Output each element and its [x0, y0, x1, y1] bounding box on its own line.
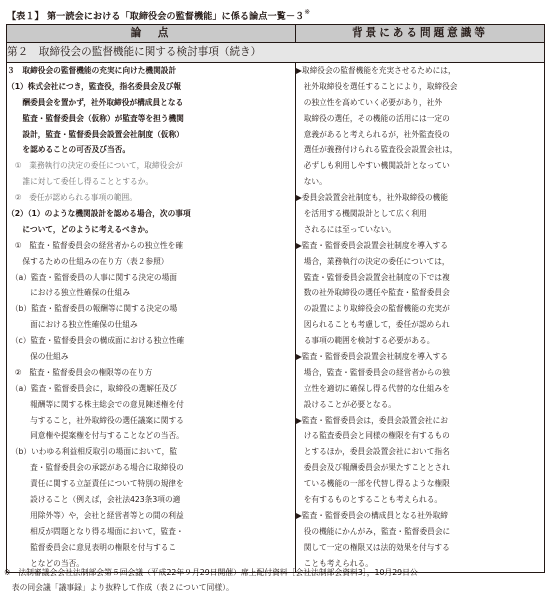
issue-line: 相反が問題となり得る場面において，監査・ — [7, 526, 184, 536]
background-block — [296, 413, 544, 508]
background-line: 意義があると考えられるが，社外監査役の — [296, 129, 450, 139]
issue-line: （2）（1）のような機関設計を認める場合，次の事項 — [7, 209, 191, 219]
issue-line: 監査・監督委員会（仮称）が監査等を担う機関 — [7, 113, 184, 123]
issue-line: となどの当否。 — [7, 558, 84, 568]
background-block — [296, 63, 544, 190]
background-line: 関して一定の権限又は法的効果を付与する — [296, 542, 450, 552]
issue-line: （a）監査・監督委員の人事に関する決定の場面 — [7, 272, 177, 282]
issue-line: ① 業務執行の決定の委任について，取締役会が — [7, 161, 183, 171]
background-block — [296, 190, 544, 238]
background-line: 取締役の選任，その機能の活用には一定の — [296, 113, 450, 123]
source-note — [4, 565, 546, 595]
issue-line: 与すること，社外取締役の選任議案に関する — [7, 415, 184, 425]
background-block — [296, 349, 544, 413]
background-line: 設けることが必要となる。 — [296, 399, 396, 409]
background-line: の独立性を高めていく必要があり，社外 — [296, 97, 443, 107]
issue-line: 同意権や提案権を付与することなどの当否。 — [7, 431, 184, 441]
issue-line: 保の仕組み — [7, 352, 69, 362]
content-row — [7, 63, 545, 573]
background-line: の設置により取締役会の監督機能の充実が — [296, 304, 450, 314]
background-line: 監査・監督委員会設置会社制度の下では複 — [296, 272, 450, 282]
background-line: ことも考えられる。 — [296, 558, 373, 568]
issue-line: 責任に関する立証責任について特別の規律を — [7, 479, 184, 489]
issue-line: 設けること（例えば，会社法423条3項の適 — [7, 495, 181, 505]
background-line: ない。 — [296, 177, 327, 187]
note-line: ※ 法制審議会会社法制部会第５回会議（平成22年９月29日開催）席上配付資料［会社法制部会資料3］，10月29日公 — [4, 568, 418, 577]
issue-line: ② 委任が認められる事項の範囲。 — [7, 193, 137, 203]
background-line: を有するものとすることも考えられる。 — [296, 495, 443, 505]
background-line: ける監査委員会と同様の権限を有するもの — [296, 431, 450, 441]
title-text: 【表１】 第一読会における「取締役会の監督機能」に係る論点一覧－３ — [7, 11, 305, 22]
issue-line: （a）監査・監督委員会に，取締役の選解任及び — [7, 383, 177, 393]
title-note-mark: ※ — [304, 8, 311, 16]
background-line: ▶監査・監督委員会設置会社制度を導入する — [296, 240, 448, 250]
issue-line: 酬委員会を置かず，社外取締役が構成員となる — [7, 97, 184, 107]
issue-line: （b）監査・監督委員の報酬等に関する決定の場 — [7, 304, 178, 314]
background-line: 社外取締役を選任することにより，取締役会 — [296, 81, 458, 91]
issue-line: ① 監査・監督委員会の経営者からの独立性を確 — [7, 240, 184, 250]
issue-line: 査・監督委員会の承認がある場合に取締役の — [7, 463, 184, 473]
background-line: されるには至っていない。 — [296, 224, 396, 234]
issue-line: ３ 取締役会の監督機能の充実に向けた機関設計 — [7, 66, 177, 75]
background-line: を活用する機関設計として広く利用 — [296, 209, 427, 219]
background-line: ▶監査・監督委員会は，委員会設置会社にお — [296, 415, 448, 425]
issue-line: 報酬等に関する株主総会での意見陳述権を付 — [7, 399, 184, 409]
background-line: ▶監査・監督委員会の構成員となる社外取締 — [296, 510, 448, 520]
background-line: 立性を適切に確保し得る代替的な仕組みを — [296, 383, 450, 393]
issue-line: （c）監査・監督委員会の構成面における独立性確 — [7, 336, 185, 346]
background-line: る事項の範囲を検討する必要がある。 — [296, 336, 435, 346]
section-row — [7, 43, 545, 63]
header-row — [7, 25, 545, 43]
header-background: 背景にある問題意識等 — [296, 25, 545, 43]
issues-column — [7, 63, 296, 573]
background-line: 数の社外取締役の選任や監査・監督委員会 — [296, 288, 450, 298]
issues-table — [6, 24, 545, 573]
issue-line: ② 監査・監督委員会の権限等の在り方 — [7, 367, 153, 377]
background-line: 役の機能にかんがみ，監査・監督委員会に — [296, 526, 451, 536]
issue-line: 保するための仕組みの在り方（表２参照） — [7, 256, 169, 266]
issue-line: （1）株式会社につき，監査役，指名委員会及び報 — [7, 81, 182, 91]
issue-line: 監督委員会に意見表明の権限を付与するこ — [7, 542, 177, 552]
background-line: ▶監査・監督委員会設置会社制度を導入する — [296, 352, 448, 362]
issue-line: （b）いわゆる利益相反取引の場面において，監 — [7, 447, 178, 457]
header-issues: 論 点 — [7, 25, 296, 43]
issue-line: 面における独立性確保の仕組み — [7, 320, 138, 330]
background-line: ている機能の一部を代替し得るような権限 — [296, 479, 450, 489]
background-line: 図られることも考慮して，委任が認められ — [296, 320, 450, 330]
issue-line: について，どのように考えるべきか。 — [7, 224, 153, 234]
issue-line: 誰に対して委任し得ることとするか。 — [7, 177, 154, 187]
background-line: 場合，業務執行の決定の委任については， — [296, 256, 450, 266]
background-block — [296, 238, 544, 349]
background-line: ▶委員会設置会社制度も，社外取締役の機能 — [296, 193, 448, 203]
issue-line: 用除外等）や，会社と経営者等との間の利益 — [7, 510, 184, 520]
background-column — [296, 63, 545, 573]
background-line: 選任が義務付けられる監査役会設置会社は， — [296, 145, 458, 155]
background-line: 場合，監査・監督委員会の経営者からの独 — [296, 367, 450, 377]
issue-line: 設計，監査・監督委員会設置会社制度（仮称） — [7, 129, 184, 139]
background-line: 委員会及び報酬委員会が果たすこととされ — [296, 463, 450, 473]
table-title — [7, 4, 543, 21]
background-block — [296, 508, 544, 572]
issue-line: を認めることの可否及び当否。 — [7, 145, 131, 155]
background-line: ▶取締役会の監督機能を充実させるためには， — [296, 66, 456, 75]
background-line: 必ずしも利用しやすい機関設計となってい — [296, 161, 450, 171]
issue-line: における独立性確保の仕組み — [7, 288, 131, 298]
background-line: とするほか，委員会設置会社において指名 — [296, 447, 450, 457]
note-line: 表の同会議「議事録」より抜粋して作成（表２について同様）。 — [4, 583, 234, 592]
section-heading: 第２ 取締役会の監督機能に関する検討事項（続き） — [7, 43, 545, 63]
